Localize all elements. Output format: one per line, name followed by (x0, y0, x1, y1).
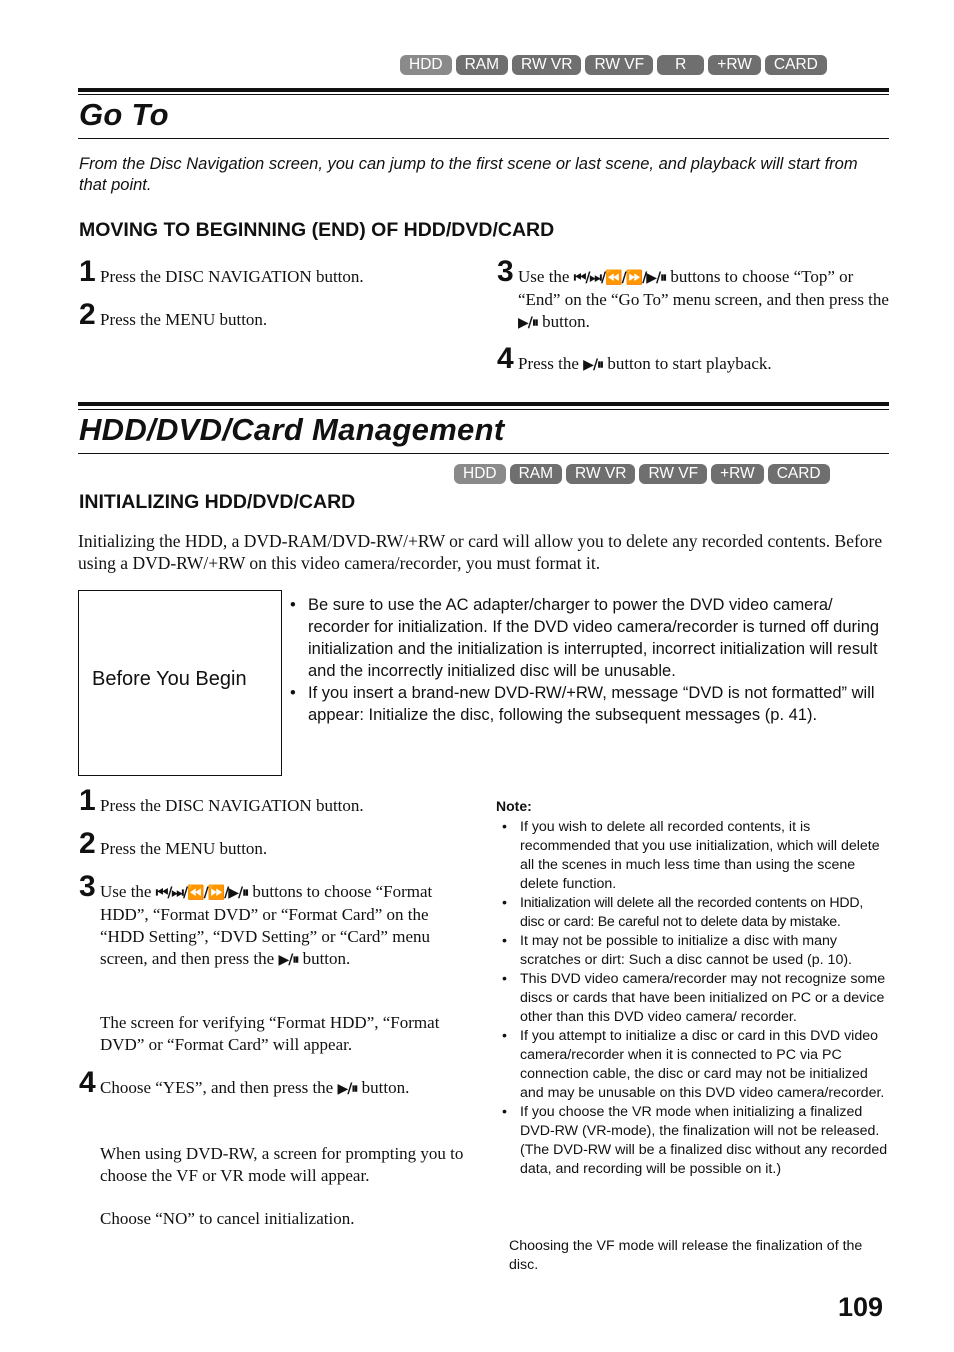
list-item: • If you insert a brand-new DVD-RW/+RW, message “DVD is not formatted” will appear: Initialize the disc, following the subsequent messages (p. 41). (282, 682, 886, 726)
page-number: 109 (838, 1292, 884, 1322)
tag-plus-rw: +RW (708, 55, 761, 75)
goto-step1-text: Press the DISC NAVIGATION button. (100, 267, 364, 286)
mgmt-title-underline (78, 453, 889, 454)
note-continuation: Choosing the VF mode will release the finalization of the disc. (509, 1238, 863, 1273)
goto-step3-post: button. (542, 312, 590, 331)
goto-step2-text: Press the MENU button. (100, 310, 268, 329)
play-pause-icon: ▶/⏸ (583, 357, 604, 373)
goto-step4-number: 4 (497, 342, 514, 375)
list-item: • If you attempt to initialize a disc or card in this DVD video camera/recorder when it is connected to PC via PC connection cable, the disc or card may not be initialized and may be unusable on this DVD video camera/recorder. (494, 1027, 889, 1103)
mgmt-subheading: INITIALIZING HDD/DVD/CARD (79, 491, 356, 513)
section-rule-top (78, 88, 889, 92)
tag-r: R (657, 55, 704, 75)
goto-subheading: MOVING TO BEGINNING (END) OF HDD/DVD/CARD (79, 219, 555, 241)
list-item: • Be sure to use the AC adapter/charger to power the DVD video camera/ recorder for initialization. If the DVD video camera/recorder is turned off during initialization and the initialization is interrupted, incorrect initialization will result and the incorrectly initialized disc will be unusable. (282, 594, 886, 682)
goto-step4-pre: Press the (518, 354, 579, 373)
mgmt-step4-text (100, 1077, 430, 1100)
mgmt-step3-extra: The screen for verifying “Format HDD”, “Format DVD” or “Format Card” will appear. (100, 1013, 440, 1054)
tag-rw-vf: RW VF (585, 55, 653, 75)
goto-step3-number: 3 (497, 255, 514, 288)
mgmt-intro: Initializing the HDD, a DVD-RAM/DVD-RW/+RW or card will allow you to delete any recorded contents. Before using a DVD-RW/+RW on this video camera/recorder, you must format it. (78, 531, 883, 573)
play-pause-icon: ▶/⏸ (518, 315, 538, 331)
tag-card: CARD (765, 55, 827, 75)
mgmt-tag-bar (454, 464, 830, 484)
mgmt-step4-post: button. (361, 1078, 410, 1097)
notes-list (494, 818, 889, 1179)
tag-card: CARD (768, 464, 830, 484)
goto-step3-pre: Use the (518, 267, 570, 286)
tag-plus-rw: +RW (711, 464, 764, 484)
mgmt-step3-text (100, 881, 472, 971)
tag-rw-vr: RW VR (566, 464, 635, 484)
goto-step3-text (518, 266, 890, 334)
mgmt-title: HDD/DVD/Card Management (79, 412, 505, 447)
tag-hdd: HDD (454, 464, 506, 484)
mgmt-step1-text: Press the DISC NAVIGATION button. (100, 796, 364, 815)
goto-step2-number: 2 (79, 298, 96, 331)
nav-buttons-icon: ⏮/⏭/⏪/⏩/▶/⏸ (155, 885, 249, 901)
list-item: • If you choose the VR mode when initializing a finalized DVD-RW (VR-mode), the finalization will not be released. (The DVD-RW will be a finalized disc without any recorded data, and recording will be possible on it.) (494, 1103, 889, 1179)
nav-buttons-icon: ⏮/⏭/⏪/⏩/▶/⏸ (573, 270, 667, 286)
mgmt-step4-extra2: Choose “NO” to cancel initialization. (100, 1209, 355, 1228)
goto-step4-post: button to start playback. (607, 354, 772, 373)
before-you-begin-label: Before You Begin (92, 668, 247, 690)
mgmt-step1-number: 1 (79, 784, 96, 817)
tag-hdd: HDD (400, 55, 452, 75)
mgmt-step3-mid: buttons to choose “Format HDD”, “Format DVD” or “Format Card” on the “HDD Setting”, “DVD Setting” or “Card” menu screen, and then press the (100, 882, 433, 968)
tag-rw-vf: RW VF (639, 464, 707, 484)
section-rule-mgmt (78, 402, 889, 406)
mgmt-step2-text: Press the MENU button. (100, 839, 268, 858)
goto-step4-text (518, 353, 890, 376)
goto-title: Go To (79, 97, 169, 132)
media-tag-bar (400, 55, 827, 75)
tag-ram: RAM (510, 464, 562, 484)
list-item: • This DVD video camera/recorder may not recognize some discs or cards that have been initialized on PC or a device other than this DVD video camera/ recorder. (494, 970, 889, 1027)
play-pause-icon: ▶/⏸ (337, 1081, 358, 1097)
mgmt-step2-number: 2 (79, 827, 96, 860)
mgmt-step4-pre: Choose “YES”, and then press the (100, 1078, 334, 1097)
list-item: • If you wish to delete all recorded contents, it is recommended that you use initialization, which will delete all the scenes in much less time than using the scene delete function. (494, 818, 889, 894)
mgmt-step3-number: 3 (79, 870, 96, 903)
mgmt-step3-post: button. (302, 949, 351, 968)
list-item: • It may not be possible to initialize a disc with many scratches or dirt: Such a disc cannot be used (p. 10). (494, 932, 889, 970)
goto-intro: From the Disc Navigation screen, you can jump to the first scene or last scene, and playback will start from that point. (79, 155, 858, 194)
goto-step3-mid: buttons to choose “Top” or “End” on the “Go To” menu screen, and then press the (518, 267, 889, 309)
mgmt-step4-extra1: When using DVD-RW, a screen for prompting you to choose the VF or VR mode will appear. (100, 1144, 464, 1185)
goto-title-underline (78, 138, 889, 139)
mgmt-step3-pre: Use the (100, 882, 152, 901)
play-pause-icon: ▶/⏸ (278, 952, 299, 968)
mgmt-step4-number: 4 (79, 1066, 96, 1099)
section-rule-top-thin (78, 94, 889, 95)
list-item: • Initialization will delete all the recorded contents on HDD, disc or card: Be careful not to delete data by mistake. (494, 894, 889, 932)
note-heading: Note: (496, 798, 532, 814)
section-rule-mgmt-thin (78, 409, 889, 410)
before-you-begin-list (282, 594, 886, 726)
tag-rw-vr: RW VR (512, 55, 581, 75)
tag-ram: RAM (456, 55, 508, 75)
goto-step1-number: 1 (79, 255, 96, 288)
